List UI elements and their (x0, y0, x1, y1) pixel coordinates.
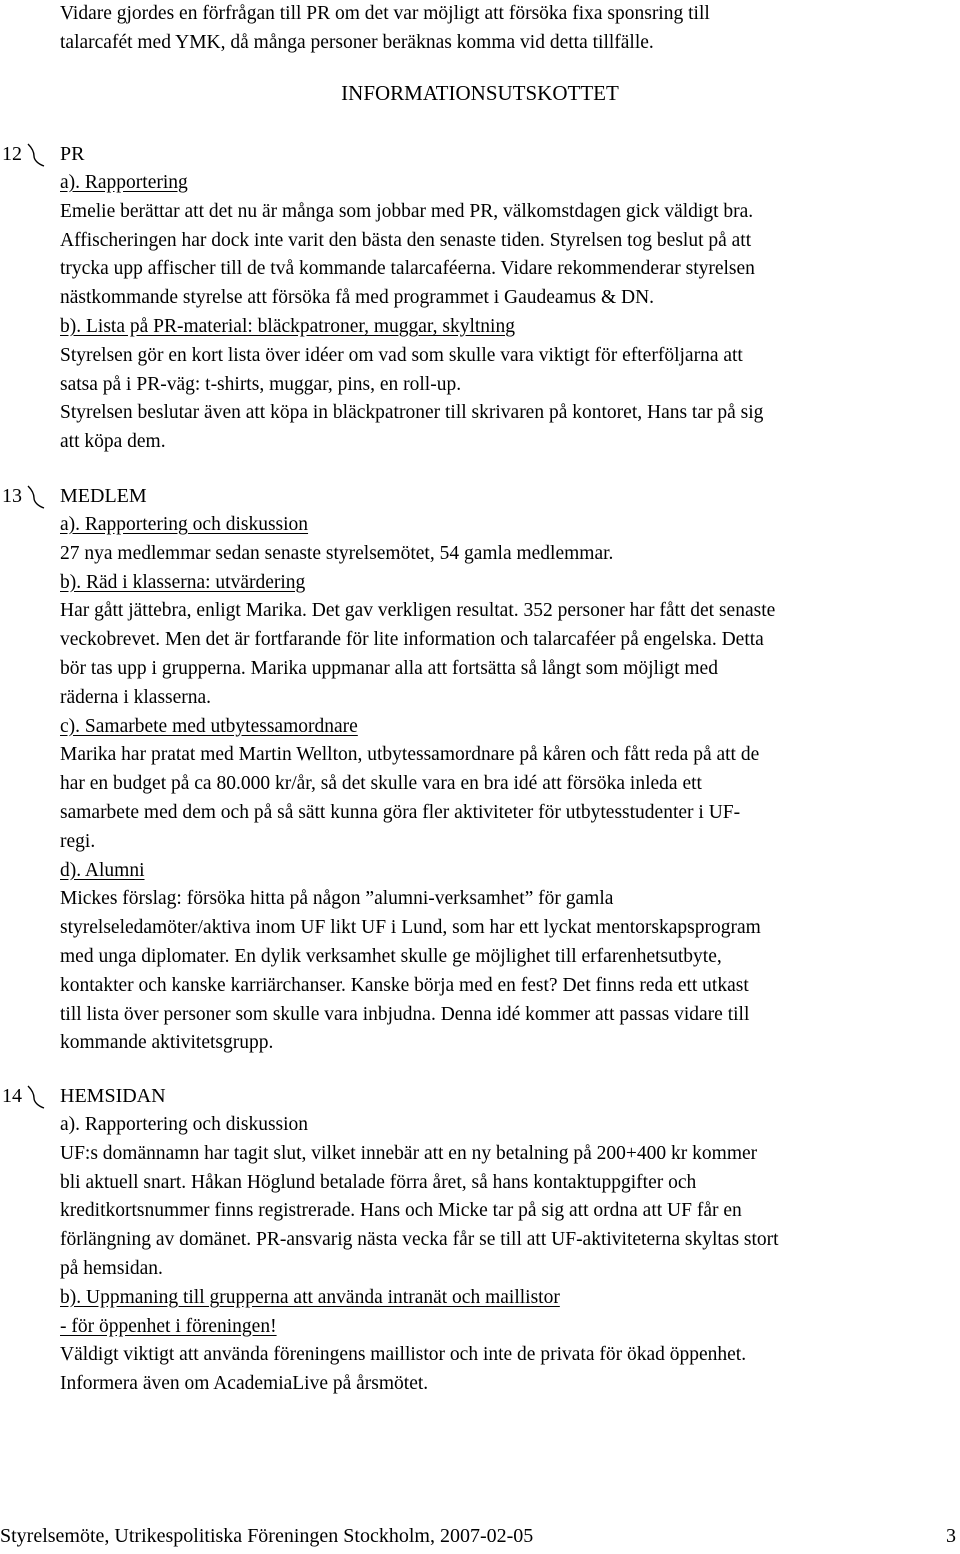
section-number: 13 (2, 485, 22, 507)
text-line: nästkommande styrelse att försöka få med programmet i Gaudeamus & DN. (60, 287, 655, 309)
text-line: talarcafét med YMK, då många personer beräknas komma vid detta tillfälle. (60, 31, 654, 53)
text-line: styrelseledamöter/aktiva inom UF likt UF i Lund, som har ett lyckat mentorskapsprogram (60, 917, 761, 939)
text-line: UF:s domännamn har tagit slut, vilket innebär att en ny betalning på 200+400 kr kommer (60, 1142, 758, 1164)
section-body-14 (60, 1111, 960, 1399)
section-header-13 (0, 482, 147, 511)
page-number: 3 (946, 1525, 956, 1547)
footer-text: Styrelsemöte, Utrikespolitiska Föreningen Stockholm, 2007-02-05 (0, 1525, 534, 1547)
text-line: till lista över personer som skulle vara inbjudna. Denna idé kommer att passas vidare till (60, 1003, 750, 1025)
text-line: kreditkortsnummer finns registrerade. Hans och Micke tar på sig att ordna att UF får en (60, 1200, 742, 1222)
intro-paragraph (60, 0, 960, 58)
text-line: Mickes förslag: försöka hitta på någon ”alumni-verksamhet” för gamla (60, 888, 614, 910)
section-body-13 (60, 511, 960, 1058)
section-header-12 (0, 140, 85, 169)
section-title: MEDLEM (60, 485, 147, 507)
section-title: PR (60, 143, 85, 165)
subheading: a). Rapportering och diskussion (60, 514, 309, 535)
subheading: d). Alumni (60, 859, 145, 881)
text-line: Styrelsen gör en kort lista över idéer om vad som skulle vara viktigt för efterföljarna att (60, 344, 743, 366)
text-line: med unga diplomater. En dylik verksamhet skulle ge möjlighet till erfarenhetsutbyte, (60, 945, 722, 967)
subheading: a). Rapportering och diskussion (60, 1114, 309, 1135)
text-line: Har gått jättebra, enligt Marika. Det gav verkligen resultat. 352 personer har fått det senaste (60, 600, 776, 622)
text-line: kommande aktivitetsgrupp. (60, 1032, 274, 1054)
text-line: förlängning av domänet. PR-ansvarig nästa vecka får se till att UF-aktiviteterna skyltas stort (60, 1229, 779, 1251)
text-line: Styrelsen beslutar även att köpa in bläckpatroner till skrivaren på kontoret, Hans tar på sig (60, 402, 764, 424)
text-line: på hemsidan. (60, 1257, 163, 1279)
text-line: Väldigt viktigt att använda föreningens maillistor och inte de privata för ökad öppenhet. (60, 1344, 747, 1366)
text-line: Emelie berättar att det nu är många som jobbar med PR, välkomstdagen gick väldigt bra. (60, 200, 754, 222)
section-title: HEMSIDAN (60, 1085, 166, 1107)
section-number: 14 (2, 1085, 22, 1107)
text-line: Affischeringen har dock inte varit den bästa den senaste tiden. Styrelsen tog beslut på att (60, 229, 752, 251)
text-line: regi. (60, 830, 96, 852)
section-body-12 (60, 169, 960, 457)
text-line: kontakter och kanske karriärchanser. Kanske börja med en fest? Det finns reda ett utkast (60, 974, 749, 996)
section-number: 12 (2, 143, 22, 165)
page-footer (0, 1522, 960, 1550)
subheading: b). Lista på PR-material: bläckpatroner, muggar, skyltning (60, 315, 515, 337)
subheading: c). Samarbete med utbytessamordnare (60, 715, 358, 737)
text-line: bör tas upp i grupperna. Marika uppmanar alla att fortsätta så långt som möjligt med (60, 657, 718, 679)
text-line: har en budget på ca 80.000 kr/år, så det skulle vara en bra idé att försöka inleda ett (60, 773, 702, 795)
text-line: Informera även om AcademiaLive på årsmötet. (60, 1373, 429, 1395)
text-line: Vidare gjordes en förfrågan till PR om det var möjligt att försöka fixa sponsring till (60, 3, 710, 24)
section-header-14 (0, 1082, 166, 1111)
subheading: b). Räd i klasserna: utvärdering (60, 571, 306, 593)
text-line: räderna i klasserna. (60, 686, 212, 708)
text-line: samarbete med dem och på så sätt kunna göra fler aktiviteter för utbytesstudenter i UF- (60, 801, 741, 823)
subheading: b). Uppmaning till grupperna att använda intranät och maillistor (60, 1286, 560, 1308)
text-line: trycka upp affischer till de två kommande talarcaféerna. Vidare rekommenderar styrelsen (60, 258, 755, 280)
text-line: Marika har pratat med Martin Wellton, utbytessamordnare på kåren och fått reda på att de (60, 744, 760, 766)
text-line: att köpa dem. (60, 431, 166, 453)
text-line: satsa på i PR-väg: t-shirts, muggar, pins, en roll-up. (60, 373, 462, 395)
text-line: 27 nya medlemmar sedan senaste styrelsemötet, 54 gamla medlemmar. (60, 542, 614, 564)
subheading: a). Rapportering (60, 172, 188, 193)
committee-heading: INFORMATIONSUTSKOTTET (341, 81, 619, 105)
text-line: bli aktuell snart. Håkan Höglund betalade förra året, så hans kontaktuppgifter och (60, 1171, 697, 1193)
text-line: veckobrevet. Men det är fortfarande för lite information och talarcaféer på engelska. Detta (60, 629, 764, 651)
subheading: - för öppenhet i föreningen! (60, 1315, 277, 1337)
